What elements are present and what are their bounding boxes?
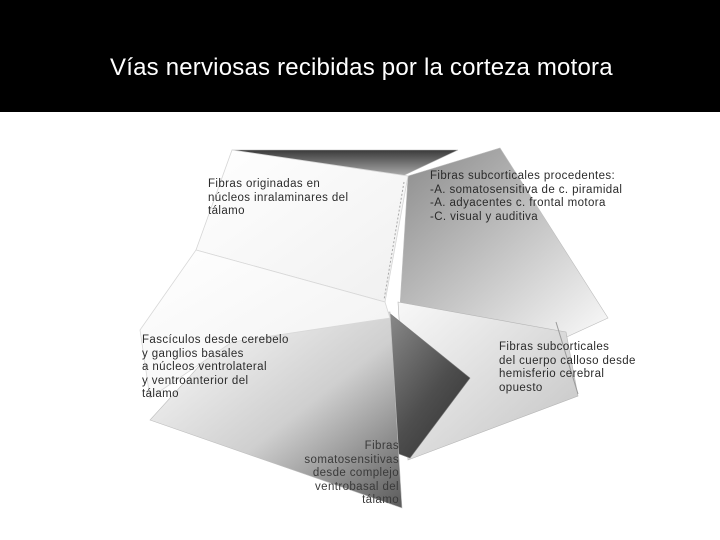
label-cuerpo-calloso: Fibras subcorticales del cuerpo calloso desde hemisferio cerebral opuesto — [499, 341, 636, 394]
label-subcorticales-procedentes: Fibras subcorticales procedentes: -A. somatosensitiva de c. piramidal -A. adyacentes c. frontal motora -C. visual y auditiva — [430, 170, 623, 223]
label-somatosensitivas: Fibras somatosensitivas desde complejo ventrobasal del tálamo — [304, 440, 399, 506]
label-fasciculos-cerebelo: Fascículos desde cerebelo y ganglios basales a núcleos ventrolateral y ventroanterior del tálamo — [142, 334, 289, 400]
label-nucleos-inralaminares: Fibras originadas en núcleos inralaminares del tálamo — [208, 178, 349, 217]
slide-title: Vías nerviosas recibidas por la corteza motora — [110, 54, 613, 81]
